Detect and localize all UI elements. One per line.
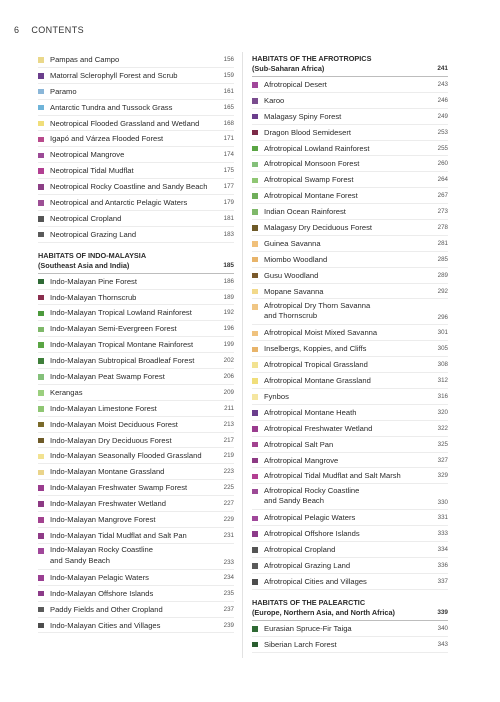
toc-entry[interactable] (252, 341, 448, 357)
color-key-square (252, 442, 258, 448)
toc-entry-page-number: 189 (223, 293, 234, 301)
toc-entry-label: Neotropical Tidal Mudflat (50, 166, 134, 176)
left-column (38, 52, 234, 633)
color-key-square (38, 89, 44, 95)
toc-entry[interactable] (252, 574, 448, 590)
page-number: 6 (14, 25, 20, 35)
toc-entry-label: Afrotropical Freshwater Wetland (264, 423, 373, 433)
toc-entry-label-continued: and Sandy Beach (50, 555, 110, 565)
toc-entry-label: Afrotropical Tropical Grassland (264, 360, 368, 370)
toc-entry[interactable] (38, 401, 234, 417)
toc-entry[interactable] (38, 179, 234, 195)
color-key-square (252, 458, 258, 464)
color-key-square (252, 410, 258, 416)
toc-entry-label: Matorral Sclerophyll Forest and Scrub (50, 70, 178, 80)
toc-entry[interactable] (252, 141, 448, 157)
toc-entry-label: Indo-Malayan Tropical Montane Rainforest (50, 340, 194, 350)
toc-entry[interactable] (252, 156, 448, 172)
toc-entry-label: Indo-Malayan Montane Grassland (50, 467, 165, 477)
toc-entry[interactable] (38, 321, 234, 337)
toc-entry[interactable] (252, 637, 448, 653)
section-subtitle: (Sub-Saharan Africa) (252, 64, 325, 73)
toc-entry-label: Afrotropical Grazing Land (264, 561, 351, 571)
page-header (14, 25, 84, 35)
section-title: HABITATS OF THE AFROTROPICS (252, 54, 372, 63)
toc-entry-label-continued: and Thornscrub (264, 311, 318, 321)
toc-entry-label: Karoo (264, 95, 285, 105)
toc-entry-label: Malagasy Dry Deciduous Forest (264, 223, 373, 233)
color-key-square (252, 130, 258, 136)
toc-entry[interactable] (252, 93, 448, 109)
toc-entry-page-number: 235 (223, 589, 234, 597)
toc-entry-page-number: 305 (437, 345, 448, 353)
toc-entry[interactable] (252, 220, 448, 236)
toc-entry-label: Indo-Malayan Offshore Islands (50, 588, 154, 598)
toc-entry-label: Afrotropical Cropland (264, 545, 336, 555)
color-key-square (38, 607, 44, 613)
toc-entry[interactable] (38, 417, 234, 433)
toc-entry[interactable] (252, 484, 448, 510)
color-key-square (38, 470, 44, 476)
toc-entry-page-number: 183 (223, 230, 234, 238)
toc-entry-label: Neotropical Flooded Grassland and Wetland (50, 118, 200, 128)
toc-entry[interactable] (252, 268, 448, 284)
toc-entry-label: Neotropical and Antarctic Pelagic Waters (50, 198, 188, 208)
toc-entry[interactable] (38, 385, 234, 401)
toc-entry[interactable] (38, 227, 234, 243)
toc-entry-page-number: 327 (437, 456, 448, 464)
section-page-number: 241 (437, 65, 448, 72)
color-key-square (252, 193, 258, 199)
toc-entry-page-number: 336 (437, 562, 448, 570)
toc-entry-label: Pampas and Campo (50, 55, 120, 64)
toc-entry[interactable] (38, 369, 234, 385)
toc-entry-label: Indo-Malayan Rocky Coastline (50, 545, 153, 555)
toc-entry-label: Afrotropical Dry Thorn Savanna (264, 300, 371, 310)
color-key-square (252, 209, 258, 215)
toc-entry-page-number: 325 (437, 440, 448, 448)
color-key-square (38, 311, 44, 317)
toc-entry-page-number: 165 (223, 103, 234, 111)
color-key-square (252, 378, 258, 384)
color-key-square (38, 105, 44, 111)
toc-entry[interactable] (38, 528, 234, 544)
toc-entry[interactable] (252, 325, 448, 341)
section-page-number: 339 (437, 608, 448, 616)
toc-entry-label: Afrotropical Rocky Coastline (264, 485, 360, 495)
toc-entry-page-number: 301 (437, 329, 448, 337)
toc-entry[interactable] (38, 618, 234, 634)
toc-entry-page-number: 273 (437, 208, 448, 216)
toc-entry[interactable] (252, 357, 448, 373)
toc-entry-page-number: 206 (223, 373, 234, 381)
toc-entry-label: Paramo (50, 86, 77, 96)
toc-entry-page-number: 161 (223, 87, 234, 95)
color-key-square (38, 406, 44, 412)
toc-entry[interactable] (38, 586, 234, 602)
toc-entry-label: Afrotropical Desert (264, 80, 327, 89)
toc-entry-label: Indo-Malayan Freshwater Swamp Forest (50, 483, 188, 493)
toc-entry-page-number: 267 (437, 192, 448, 200)
toc-entry-page-number: 227 (223, 500, 234, 508)
toc-entry[interactable] (252, 188, 448, 204)
color-key-square (38, 232, 44, 238)
color-key-square (252, 241, 258, 247)
toc-entry-page-number: 330 (437, 499, 448, 507)
toc-entry-label: Indo-Malayan Thornscrub (50, 292, 137, 302)
toc-entry-label: Indo-Malayan Seasonally Flooded Grassland (50, 451, 202, 461)
color-key-square (38, 327, 44, 333)
toc-entry-label: Afrotropical Pelagic Waters (264, 513, 356, 523)
toc-entry[interactable] (38, 337, 234, 353)
toc-entry-page-number: 264 (437, 176, 448, 184)
color-key-square (38, 295, 44, 301)
color-key-square (38, 137, 44, 143)
color-key-square (38, 121, 44, 127)
toc-entry-page-number: 333 (437, 530, 448, 538)
color-key-square (38, 390, 44, 396)
color-key-square (38, 548, 44, 554)
section-subtitle: (Southeast Asia and India) (38, 260, 130, 270)
toc-entry-page-number: 316 (437, 393, 448, 401)
color-key-square (38, 501, 44, 507)
toc-entry-label: Indo-Malayan Moist Deciduous Forest (50, 419, 178, 429)
toc-entry[interactable] (38, 195, 234, 211)
toc-entry-page-number: 175 (223, 167, 234, 175)
toc-entry-page-number: 171 (223, 135, 234, 143)
toc-entry-label: Eurasian Spruce-Fir Taiga (264, 623, 352, 633)
color-key-square (38, 184, 44, 190)
section-title: HABITATS OF THE PALEARCTIC (252, 597, 366, 607)
toc-entry-label: Afrotropical Montane Grassland (264, 376, 371, 386)
color-key-square (252, 563, 258, 569)
toc-entry[interactable] (252, 172, 448, 188)
toc-entry-label: Igapó and Várzea Flooded Forest (50, 134, 164, 144)
color-key-square (38, 57, 44, 63)
color-key-square (252, 289, 258, 295)
toc-entry[interactable] (38, 84, 234, 100)
column-divider (242, 52, 243, 658)
toc-entry-label: Indian Ocean Rainforest (264, 207, 346, 217)
color-key-square (252, 273, 258, 279)
toc-entry[interactable] (252, 204, 448, 220)
toc-entry[interactable] (252, 77, 448, 93)
toc-entry[interactable] (38, 570, 234, 586)
color-key-square (252, 146, 258, 152)
toc-entry-page-number: 278 (437, 224, 448, 232)
toc-entry[interactable] (38, 290, 234, 306)
toc-entry-label: Indo-Malayan Subtropical Broadleaf Forest (50, 356, 195, 366)
toc-entry-page-number: 237 (223, 605, 234, 613)
toc-entry-page-number: 186 (223, 277, 234, 285)
toc-entry-label: Neotropical Rocky Coastline and Sandy Beach (50, 182, 208, 192)
toc-entry[interactable] (252, 125, 448, 141)
toc-entry[interactable] (252, 510, 448, 526)
toc-entry[interactable] (38, 147, 234, 163)
toc-entry[interactable] (252, 405, 448, 421)
toc-entry-page-number: 156 (223, 56, 234, 63)
toc-entry-page-number: 181 (223, 214, 234, 222)
color-key-square (38, 374, 44, 380)
toc-entry-label: Indo-Malayan Freshwater Wetland (50, 499, 166, 509)
color-key-square (252, 474, 258, 480)
toc-entry-label: Indo-Malayan Pine Forest (50, 276, 137, 286)
section-heading-afrotropics (252, 52, 448, 77)
toc-entry[interactable] (252, 252, 448, 268)
toc-entry-page-number: 211 (224, 404, 234, 412)
color-key-square (38, 73, 44, 79)
toc-entry-label: Indo-Malayan Tropical Lowland Rainforest (50, 308, 192, 318)
toc-entry[interactable] (252, 453, 448, 469)
color-key-square (38, 575, 44, 581)
toc-entry-page-number: 233 (223, 558, 234, 566)
color-key-square (38, 533, 44, 539)
color-key-square (252, 257, 258, 263)
toc-entry[interactable] (252, 621, 448, 637)
color-key-square (252, 162, 258, 168)
toc-entry-label-continued: and Sandy Beach (264, 496, 324, 506)
toc-entry-label: Afrotropical Montane Heath (264, 407, 357, 417)
section-title: HABITATS OF INDO-MALAYSIA (38, 250, 147, 260)
toc-entry-label: Afrotropical Montane Forest (264, 191, 358, 201)
toc-entry-page-number: 249 (437, 112, 448, 120)
color-key-square (38, 358, 44, 364)
toc-entry-page-number: 199 (223, 341, 234, 349)
toc-entry-label: Dragon Blood Semidesert (264, 127, 351, 137)
toc-entry[interactable] (38, 211, 234, 227)
toc-entry-label: Neotropical Grazing Land (50, 229, 137, 239)
color-key-square (38, 342, 44, 348)
toc-entry[interactable] (38, 512, 234, 528)
toc-entry-page-number: 253 (437, 128, 448, 136)
color-key-square (252, 98, 258, 104)
color-key-square (38, 422, 44, 428)
toc-entry-label: Siberian Larch Forest (264, 639, 337, 649)
toc-entry-label: Guinea Savanna (264, 238, 321, 248)
color-key-square (252, 82, 258, 88)
color-key-square (252, 547, 258, 553)
toc-entry[interactable] (252, 526, 448, 542)
toc-entry-page-number: 234 (223, 573, 234, 581)
toc-entry-page-number: 255 (437, 144, 448, 152)
color-key-square (252, 394, 258, 400)
toc-entry-page-number: 196 (223, 325, 234, 333)
toc-entry-page-number: 213 (223, 420, 234, 428)
toc-entry[interactable] (252, 437, 448, 453)
toc-entry[interactable] (38, 131, 234, 147)
toc-entry-label: Gusu Woodland (264, 270, 319, 280)
toc-entry[interactable] (38, 496, 234, 512)
toc-entry-label: Indo-Malayan Dry Deciduous Forest (50, 435, 172, 445)
toc-entry-page-number: 308 (437, 361, 448, 369)
toc-entry-page-number: 329 (437, 472, 448, 480)
color-key-square (38, 216, 44, 222)
color-key-square (252, 178, 258, 184)
toc-entry-label: Miombo Woodland (264, 254, 328, 264)
color-key-square (252, 531, 258, 537)
color-key-square (252, 225, 258, 231)
section-subtitle: (Europe, Northern Asia, and North Africa) (252, 607, 395, 617)
toc-entry[interactable] (38, 163, 234, 179)
toc-entry-label: Afrotropical Offshore Islands (264, 529, 360, 539)
toc-entry[interactable] (252, 542, 448, 558)
toc-entry-page-number: 285 (437, 255, 448, 263)
toc-entry[interactable] (252, 299, 448, 325)
color-key-square (38, 168, 44, 174)
color-key-square (252, 347, 258, 353)
toc-entry-label: Afrotropical Mangrove (264, 455, 339, 465)
color-key-square (252, 516, 258, 522)
color-key-square (38, 200, 44, 206)
toc-entry-page-number: 174 (223, 151, 234, 159)
toc-entry-label: Afrotropical Monsoon Forest (264, 159, 360, 169)
toc-entry[interactable] (38, 602, 234, 618)
toc-entry-page-number: 202 (223, 357, 234, 365)
toc-entry-label: Afrotropical Lowland Rainforest (264, 143, 370, 153)
toc-entry-label: Inselbergs, Koppies, and Cliffs (264, 344, 367, 354)
toc-entry[interactable] (252, 284, 448, 300)
toc-entry-page-number: 296 (437, 314, 448, 322)
toc-entry[interactable] (252, 236, 448, 252)
toc-entry-page-number: 340 (437, 624, 448, 632)
toc-entry-page-number: 219 (223, 452, 234, 460)
color-key-square (252, 426, 258, 432)
toc-entry-label: Indo-Malayan Mangrove Forest (50, 515, 156, 525)
toc-entry[interactable] (38, 433, 234, 449)
page-title: CONTENTS (31, 25, 85, 35)
section-heading-palearctic (252, 596, 448, 621)
toc-entry-label: Fynbos (264, 392, 289, 402)
toc-entry[interactable] (252, 421, 448, 437)
toc-entry-page-number: 331 (437, 514, 448, 522)
toc-entry-page-number: 177 (223, 183, 234, 191)
toc-entry[interactable] (38, 116, 234, 132)
toc-entry[interactable] (252, 109, 448, 125)
toc-entry-label: Neotropical Mangrove (50, 150, 125, 160)
toc-entry[interactable] (38, 68, 234, 84)
toc-entry-page-number: 239 (223, 621, 234, 629)
toc-entry-label: Kerangas (50, 387, 83, 397)
color-key-square (38, 591, 44, 597)
toc-entry-label: Neotropical Cropland (50, 213, 122, 223)
toc-entry[interactable] (252, 558, 448, 574)
toc-entry-page-number: 243 (437, 81, 448, 88)
toc-entry-page-number: 168 (223, 119, 234, 127)
toc-entry-page-number: 223 (223, 468, 234, 476)
color-key-square (252, 304, 258, 310)
toc-entry[interactable] (38, 274, 234, 290)
toc-entry[interactable] (252, 373, 448, 389)
color-key-square (38, 279, 44, 285)
toc-entry-label: Antarctic Tundra and Tussock Grass (50, 102, 173, 112)
toc-entry[interactable] (38, 100, 234, 116)
color-key-square (252, 626, 258, 632)
toc-entry[interactable] (252, 468, 448, 484)
toc-entry-page-number: 179 (223, 199, 234, 207)
toc-entry-page-number: 192 (223, 309, 234, 317)
color-key-square (252, 579, 258, 585)
section-page-number: 185 (223, 261, 234, 269)
toc-entry-page-number: 343 (437, 640, 448, 648)
toc-entry-label: Indo-Malayan Semi-Evergreen Forest (50, 324, 177, 334)
color-key-square (38, 438, 44, 444)
toc-entry[interactable] (38, 480, 234, 496)
color-key-square (252, 114, 258, 120)
toc-entry-page-number: 159 (223, 71, 234, 79)
color-key-square (38, 623, 44, 629)
color-key-square (38, 153, 44, 159)
color-key-square (252, 362, 258, 368)
color-key-square (38, 454, 44, 460)
toc-entry-page-number: 292 (437, 287, 448, 295)
toc-entry-label: Afrotropical Swamp Forest (264, 175, 354, 185)
toc-entry-label: Afrotropical Cities and Villages (264, 576, 367, 586)
toc-entry-label: Malagasy Spiny Forest (264, 111, 342, 121)
toc-entry-label: Afrotropical Salt Pan (264, 439, 334, 449)
toc-entry-page-number: 334 (437, 546, 448, 554)
toc-entry-label: Afrotropical Tidal Mudflat and Salt Marsh (264, 471, 401, 481)
color-key-square (252, 642, 258, 648)
toc-entry-label: Paddy Fields and Other Cropland (50, 604, 163, 614)
toc-entry-page-number: 312 (437, 377, 448, 385)
toc-entry-label: Indo-Malayan Peat Swamp Forest (50, 372, 165, 382)
toc-entry[interactable] (38, 52, 234, 68)
toc-entry-label: Afrotropical Moist Mixed Savanna (264, 328, 378, 338)
toc-entry-page-number: 289 (437, 271, 448, 279)
toc-entry-page-number: 229 (223, 516, 234, 524)
toc-entry[interactable] (38, 305, 234, 321)
toc-entry-label: Mopane Savanna (264, 286, 324, 296)
toc-entry-page-number: 260 (437, 160, 448, 168)
toc-entry[interactable] (38, 464, 234, 480)
section-heading-indo-malaysia (38, 249, 234, 274)
toc-entry-page-number: 231 (223, 531, 234, 539)
toc-entry-label: Indo-Malayan Limestone Forest (50, 403, 157, 413)
toc-entry-page-number: 225 (223, 484, 234, 492)
toc-entry[interactable] (38, 448, 234, 464)
toc-entry[interactable] (252, 389, 448, 405)
color-key-square (252, 331, 258, 337)
toc-entry-page-number: 337 (437, 577, 448, 585)
toc-entry-page-number: 281 (437, 239, 448, 247)
toc-entry-page-number: 217 (223, 436, 234, 444)
toc-entry-label: Indo-Malayan Cities and Villages (50, 620, 161, 630)
toc-entry-page-number: 322 (437, 424, 448, 432)
color-key-square (38, 485, 44, 491)
toc-entry[interactable] (38, 353, 234, 369)
toc-entry-label: Indo-Malayan Pelagic Waters (50, 572, 149, 582)
color-key-square (38, 517, 44, 523)
color-key-square (252, 489, 258, 495)
toc-entry-page-number: 246 (437, 96, 448, 104)
toc-entry-page-number: 320 (437, 408, 448, 416)
toc-entry[interactable] (38, 544, 234, 570)
toc-entry-label: Indo-Malayan Tidal Mudflat and Salt Pan (50, 530, 187, 540)
toc-entry-page-number: 209 (223, 388, 234, 396)
right-column (252, 52, 448, 653)
